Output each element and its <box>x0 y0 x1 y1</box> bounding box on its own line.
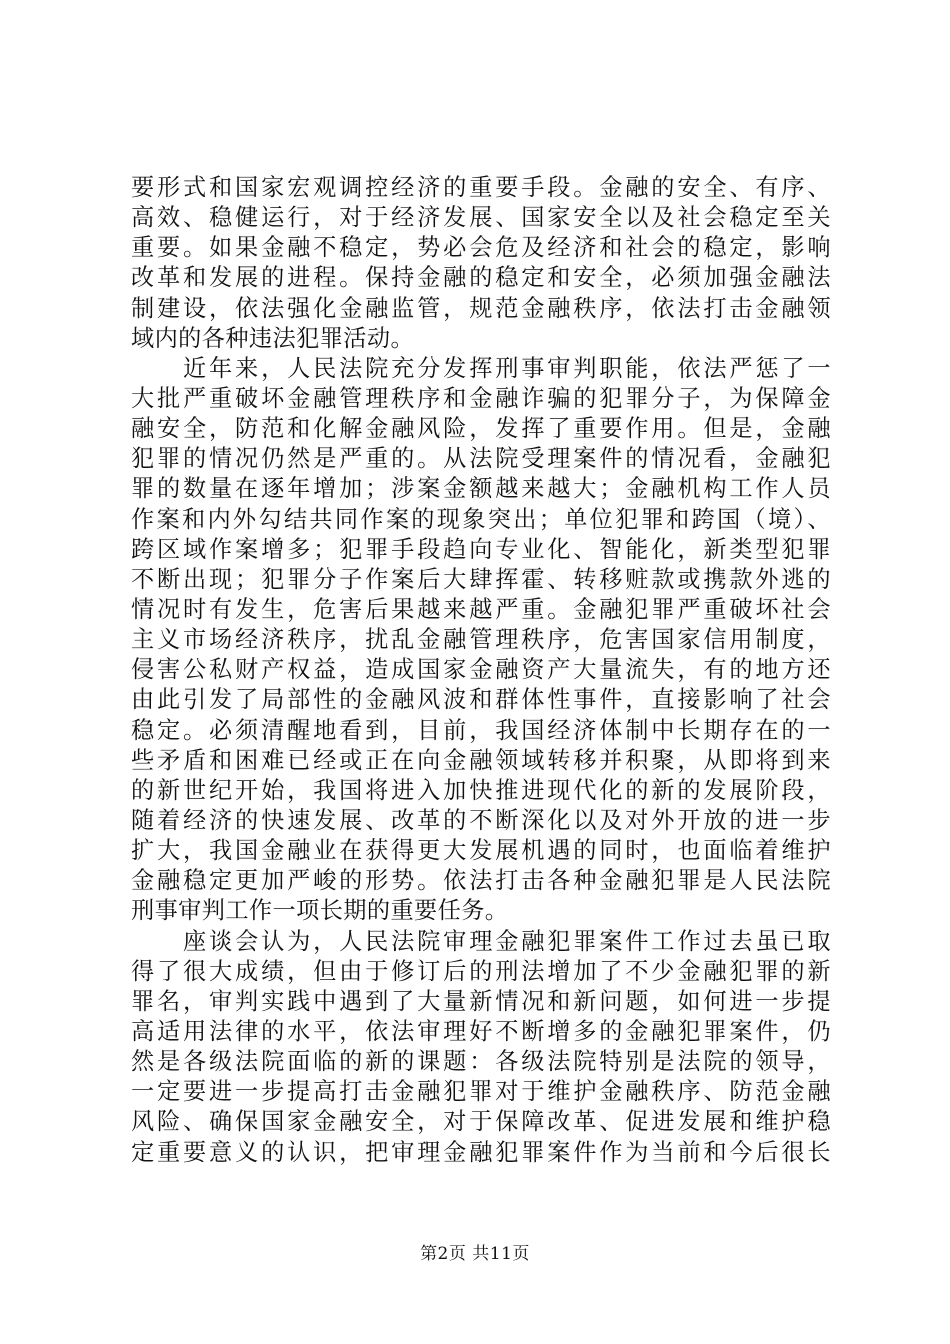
text-line: 金融稳定更加严峻的形势。依法打击各种金融犯罪是人民法院 <box>131 867 831 895</box>
text-line: 不断出现；犯罪分子作案后大肆挥霍、转移赃款或携款外逃的 <box>131 565 831 593</box>
text-line: 的新世纪开始，我国将进入加快推进现代化的新的发展阶段， <box>131 776 831 804</box>
text-line: 高效、稳健运行，对于经济发展、国家安全以及社会稳定至关 <box>131 204 831 232</box>
body-text <box>131 173 831 1168</box>
text-line: 得了很大成绩，但由于修订后的刑法增加了不少金融犯罪的新 <box>131 957 831 985</box>
text-line: 大批严重破坏金融管理秩序和金融诈骗的犯罪分子，为保障金 <box>131 384 831 412</box>
text-line: 罪的数量在逐年增加；涉案金额越来越大；金融机构工作人员 <box>131 475 831 503</box>
text-line: 稳定。必须清醒地看到，目前，我国经济体制中长期存在的一 <box>131 716 831 744</box>
text-line: 然是各级法院面临的新的课题：各级法院特别是法院的领导， <box>131 1048 831 1076</box>
text-line: 跨区域作案增多；犯罪手段趋向专业化、智能化，新类型犯罪 <box>131 535 831 563</box>
text-line: 风险、确保国家金融安全，对于保障改革、促进发展和维护稳 <box>131 1108 831 1136</box>
text-line: 犯罪的情况仍然是严重的。从法院受理案件的情况看，金融犯 <box>131 445 831 473</box>
text-line: 主义市场经济秩序，扰乱金融管理秩序，危害国家信用制度， <box>131 626 831 654</box>
text-line: 刑事审判工作一项长期的重要任务。 <box>131 897 509 925</box>
text-line: 域内的各种违法犯罪活动。 <box>131 324 415 352</box>
text-line: 情况时有发生，危害后果越来越严重。金融犯罪严重破坏社会 <box>131 595 831 623</box>
page-footer: 第2页 共11页 <box>420 1244 530 1264</box>
text-line: 些矛盾和困难已经或正在向金融领域转移并积聚，从即将到来 <box>131 746 831 774</box>
text-line: 高适用法律的水平，依法审理好不断增多的金融犯罪案件，仍 <box>131 1017 831 1045</box>
text-line: 近年来，人民法院充分发挥刑事审判职能，依法严惩了一 <box>131 354 831 382</box>
text-line: 扩大，我国金融业在获得更大发展机遇的同时，也面临着维护 <box>131 837 831 865</box>
text-line: 制建设，依法强化金融监管，规范金融秩序，依法打击金融领 <box>131 294 831 322</box>
text-line: 一定要进一步提高打击金融犯罪对于维护金融秩序、防范金融 <box>131 1078 831 1106</box>
text-line: 改革和发展的进程。保持金融的稳定和安全，必须加强金融法 <box>131 264 831 292</box>
text-line: 罪名，审判实践中遇到了大量新情况和新问题，如何进一步提 <box>131 987 831 1015</box>
text-line: 侵害公私财产权益，造成国家金融资产大量流失，有的地方还 <box>131 656 831 684</box>
text-line: 重要。如果金融不稳定，势必会危及经济和社会的稳定，影响 <box>131 234 831 262</box>
text-line: 定重要意义的认识，把审理金融犯罪案件作为当前和今后很长 <box>131 1138 831 1166</box>
text-line: 由此引发了局部性的金融风波和群体性事件，直接影响了社会 <box>131 686 831 714</box>
text-line: 融安全，防范和化解金融风险，发挥了重要作用。但是，金融 <box>131 415 831 443</box>
text-line: 作案和内外勾结共同作案的现象突出；单位犯罪和跨国（境）、 <box>131 505 831 533</box>
text-line: 随着经济的快速发展、改革的不断深化以及对外开放的进一步 <box>131 806 831 834</box>
text-line: 要形式和国家宏观调控经济的重要手段。金融的安全、有序、 <box>131 174 831 201</box>
text-line: 座谈会认为，人民法院审理金融犯罪案件工作过去虽已取 <box>131 927 831 955</box>
